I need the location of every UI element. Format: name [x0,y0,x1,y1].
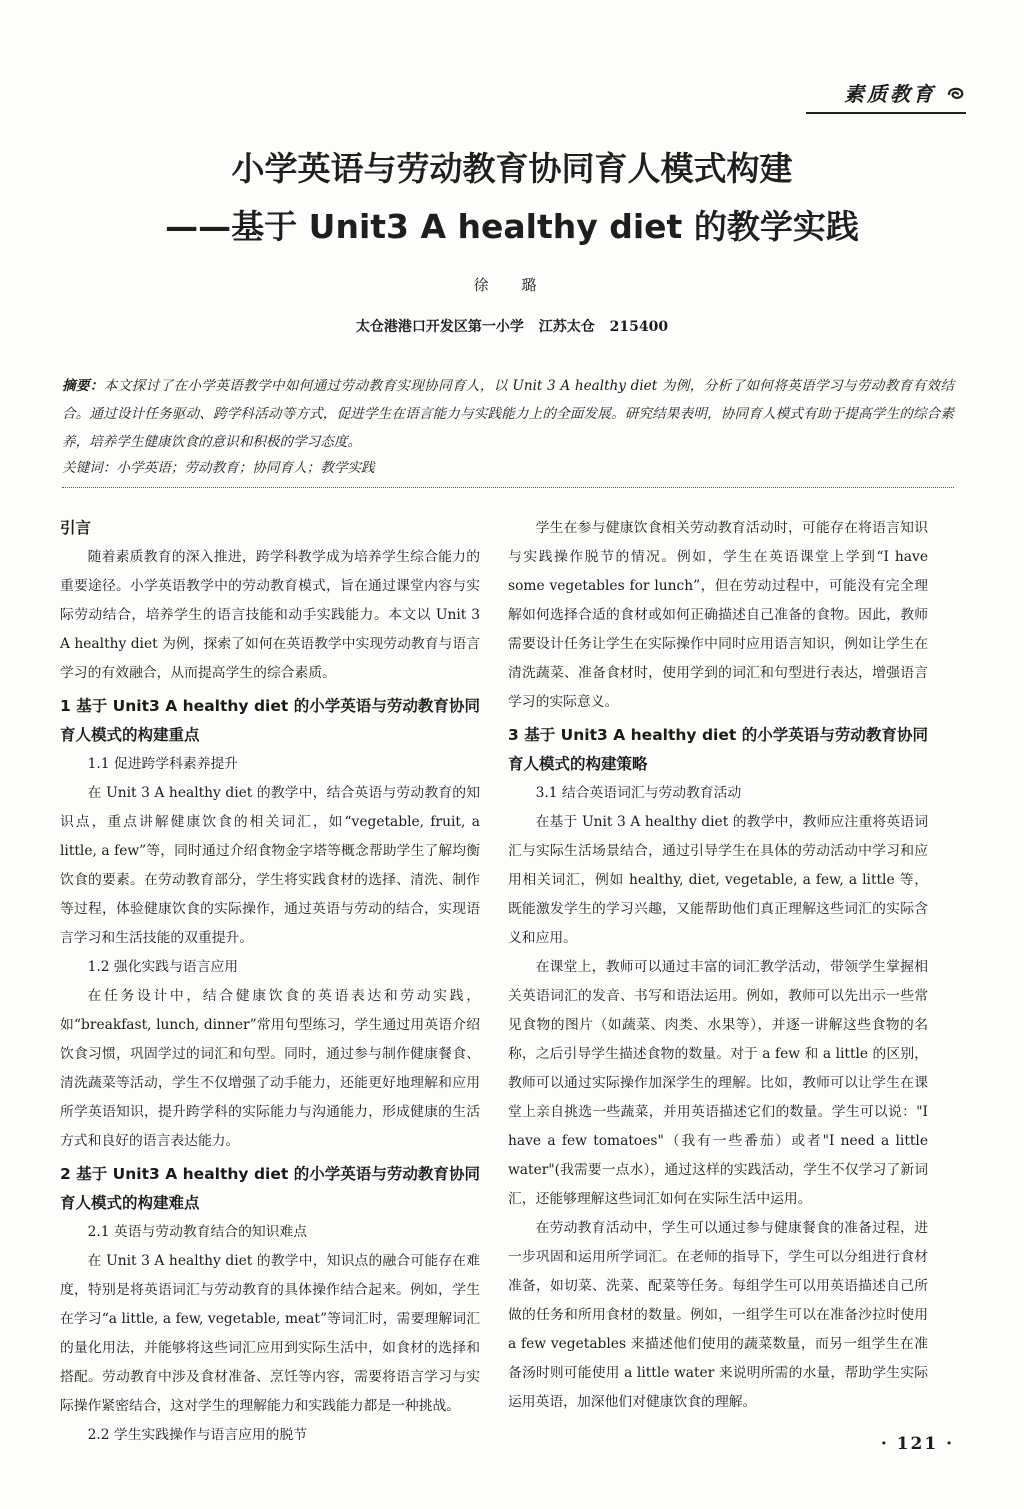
paper-title [0,140,1024,256]
section-3-heading: 3 基于 Unit3 A healthy diet 的小学英语与劳动教育协同育人模式的构建策略 [508,726,928,773]
section-2-1-heading: 2.1 英语与劳动教育结合的知识难点 [87,1224,308,1240]
intro-heading: 引言 [60,519,92,537]
section-2-1-paragraph: 在 Unit 3 A healthy diet 的教学中，知识点的融合可能存在难度，特别是将英语词汇与劳动教育的具体操作结合起来。例如，学生在学习“a little, a few, vegetable, meat”等词汇时，需要理解词汇的量化用法，并能够将这些词汇应用到实际生活中，如食材的选择和搭配。劳动教育中涉及食材准备、烹饪等内容，需要将语言学习与实际操作紧密结合，这对学生的理解能力和实践能力都是一种挑战。 [60,1253,480,1414]
left-column [60,514,480,1450]
decorative-swirl-icon [946,82,966,106]
affiliation: 太仓港港口开发区第一小学 江苏太仓 215400 [355,319,669,335]
page-number: · 121 · [880,1434,954,1454]
author: 徐 璐 [473,276,551,294]
abstract-label: 摘要： [62,378,104,394]
section-3-1-heading: 3.1 结合英语词汇与劳动教育活动 [535,785,742,801]
title-line-1: 小学英语与劳动教育协同育人模式构建 [231,149,793,188]
abstract-text: 本文探讨了在小学英语教学中如何通过劳动教育实现协同育人，以 Unit 3 A healthy diet 为例，分析了如何将英语学习与劳动教育有效结合。通过设计任务驱动、跨学科活动等方式，促进学生在语言能力与实践能力上的全面发展。研究结果表明，协同育人模式有助于提高学生的综合素养，培养学生健康饮食的意识和积极的学习态度。 [62,378,955,450]
section-1-heading: 1 基于 Unit3 A healthy diet 的小学英语与劳动教育协同育人模式的构建重点 [60,697,480,744]
keywords-label: 关键词： [62,460,117,476]
section-3-1-paragraph-2: 在课堂上，教师可以通过丰富的词汇教学活动，带领学生掌握相关英语词汇的发音、书写和语法运用。例如，教师可以先出示一些常见食物的图片（如蔬菜、肉类、水果等），并逐一讲解这些食物的名称，之后引导学生描述食物的数量。对于 a few 和 a little 的区别，教师可以通过实际操作加深学生的理解。比如，教师可以让学生在课堂上亲自挑选一些蔬菜，并用英语描述它们的数量。学生可以说："I have a few tomatoes"（我有一些番茄）或者"I need a little water"(我需要一点水），通过这样的实践活动，学生不仅学习了新词汇，还能够理解这些词汇如何在实际生活中运用。 [508,959,928,1207]
section-1-1-heading: 1.1 促进跨学科素养提升 [87,756,239,772]
intro-paragraph: 随着素质教育的深入推进，跨学科教学成为培养学生综合能力的重要途径。小学英语教学中的劳动教育模式，旨在通过课堂内容与实际劳动结合，培养学生的语言技能和动手实践能力。本文以 Unit 3 A healthy diet 为例，探索了如何在英语教学中实现劳动教育与语言学习的有效融合，从而提高学生的综合素质。 [60,549,480,681]
section-label: 素质教育 [844,82,937,106]
running-header [806,78,966,107]
section-1-2-paragraph: 在任务设计中，结合健康饮食的英语表达和劳动实践，如“breakfast, lunch, dinner”常用句型练习，学生通过用英语介绍饮食习惯，巩固学过的词汇和句型。同时，通过参与制作健康餐食、清洗蔬菜等活动，学生不仅增强了动手能力，还能更好地理解和应用所学英语知识，提升跨学科的实际能力与沟通能力，形成健康的生活方式和良好的语言表达能力。 [60,988,480,1149]
abstract-divider [62,487,954,488]
section-2-2-paragraph: 学生在参与健康饮食相关劳动教育活动时，可能存在将语言知识与实践操作脱节的情况。例如，学生在英语课堂上学到“I have some vegetables for lunch”，但在劳动过程中，可能没有完全理解如何选择合适的食材或如何正确描述自己准备的食物。因此，教师需要设计任务让学生在实际操作中同时应用语言知识，例如让学生在清洗蔬菜、准备食材时，使用学到的词汇和句型进行表达，增强语言学习的实际意义。 [508,520,928,710]
section-3-1-paragraph-3: 在劳动教育活动中，学生可以通过参与健康餐食的准备过程，进一步巩固和运用所学词汇。在老师的指导下，学生可以分组进行食材准备，如切菜、洗菜、配菜等任务。每组学生可以用英语描述自己所做的任务和所用食材的数量。例如，一组学生可以在准备沙拉时使用 a few vegetables 来描述他们使用的蔬菜数量，而另一组学生在准备汤时则可能使用 a little water 来说明所需的水量，帮助学生实际运用英语，加深他们对健康饮食的理解。 [508,1220,928,1410]
title-line-2: ——基于 Unit3 A healthy diet 的教学实践 [165,207,859,246]
section-1-1-paragraph: 在 Unit 3 A healthy diet 的教学中，结合英语与劳动教育的知识点，重点讲解健康饮食的相关词汇，如“vegetable, fruit, a little, a few”等，同时通过介绍食物金字塔等概念帮助学生了解均衡饮食的要素。在劳动教育部分，学生将实践食材的选择、清洗、制作等过程，体验健康饮食的实际操作，通过英语与劳动的结合，实现语言学习和生活技能的双重提升。 [60,785,480,946]
section-1-2-heading: 1.2 强化实践与语言应用 [87,959,239,975]
abstract [62,372,954,456]
keywords [62,456,954,480]
section-2-heading: 2 基于 Unit3 A healthy diet 的小学英语与劳动教育协同育人模式的构建难点 [60,1165,480,1212]
section-2-2-heading: 2.2 学生实践操作与语言应用的脱节 [87,1427,308,1443]
right-column [508,514,928,1417]
section-3-1-paragraph-1: 在基于 Unit 3 A healthy diet 的教学中，教师应注重将英语词汇与实际生活场景结合，通过引导学生在具体的劳动活动中学习和应用相关词汇，例如 healthy, diet, vegetable, a few, a little 等，既能激发学生的学习兴趣，又能帮助他们真正理解这些词汇的实际含义和应用。 [508,814,928,946]
keywords-text: 小学英语；劳动教育；协同育人；教学实践 [116,460,375,476]
header-rule [806,112,966,114]
